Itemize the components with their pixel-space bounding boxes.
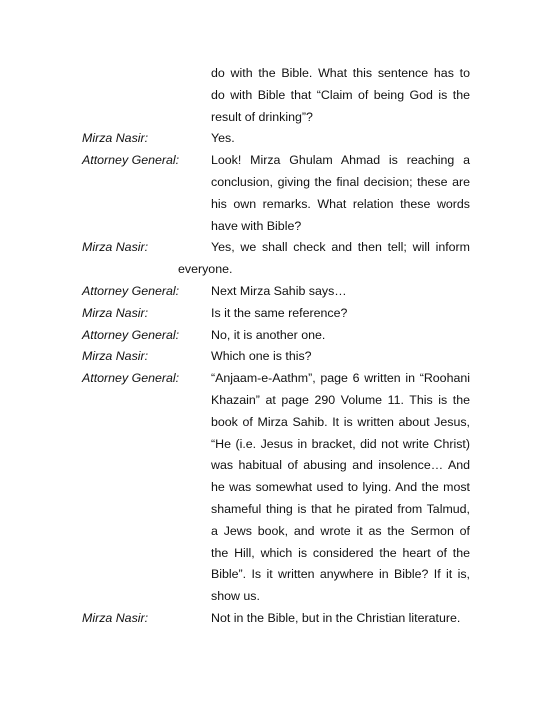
speech-text [211,368,470,608]
speech-wrap-line: everyone. [178,262,233,277]
speaker-label: Mirza Nasir: [82,240,149,255]
speech-line: conclusion, giving the final decision; these are [211,174,470,189]
speech-line: Yes. [211,131,235,146]
speech-text [211,237,470,259]
speech-line: No, it is another one. [211,327,326,342]
speech-line: show us. [211,589,260,604]
speech-text [211,63,470,128]
speaker-label: Mirza Nasir: [82,611,149,625]
speech-line: a Jews book, and wrote it as the Sermon of [211,523,470,538]
speaker-label: Attorney General: [82,371,180,386]
speech-line: Bible”. Is it written anywhere in Bible? If it is, [211,567,470,582]
speaker-label: Mirza Nasir: [82,305,149,320]
speaker-label: Attorney General: [82,327,180,342]
speech-line: do with Bible that “Claim of being God is the [211,87,470,102]
speech-line: Look! Mirza Ghulam Ahmad is reaching a [211,153,470,168]
speech-line: do with the Bible. What this sentence has to [211,66,470,80]
speech-line: shameful thing is that he pirated from Talmud, [211,501,470,516]
speech-text [211,150,470,237]
speech-line: “Anjaam-e-Aathm”, page 6 written in “Roohani [211,371,470,386]
speaker-label: Attorney General: [82,153,180,168]
speech-line: his own remarks. What relation these words [211,196,470,211]
speech-text [211,281,470,303]
speech-text [211,325,470,347]
speech-text [211,128,470,150]
speech-line: Next Mirza Sahib says… [211,284,347,298]
speech-line: he was somewhat used to lying. And the most [211,480,470,495]
speech-text [211,303,470,325]
speech-line: Not in the Bible, but in the Christian literature. [211,611,461,625]
speech-text [211,608,470,630]
speech-line: Khazain” at page 290 Volume 11. This is the [211,392,470,407]
speech-line: Is it the same reference? [211,305,348,320]
speech-line: Yes, we shall check and then tell; will inform [211,240,470,255]
speech-line: have with Bible? [211,218,302,233]
speaker-label: Mirza Nasir: [82,349,149,364]
speech-line: the Hill, which is considered the heart of the [211,545,470,560]
speech-text [211,346,470,368]
speech-line: result of drinking”? [211,109,313,124]
speech-line: Which one is this? [211,349,312,364]
speech-line: “He (i.e. Jesus in bracket, did not write Christ) [211,436,470,451]
speaker-label: Attorney General: [82,284,180,298]
speaker-label: Mirza Nasir: [82,131,149,146]
speech-line: was habitual of abusing and insolence… And [211,458,470,473]
speech-line: book of Mirza Sahib. It is written about Jesus, [211,414,470,429]
